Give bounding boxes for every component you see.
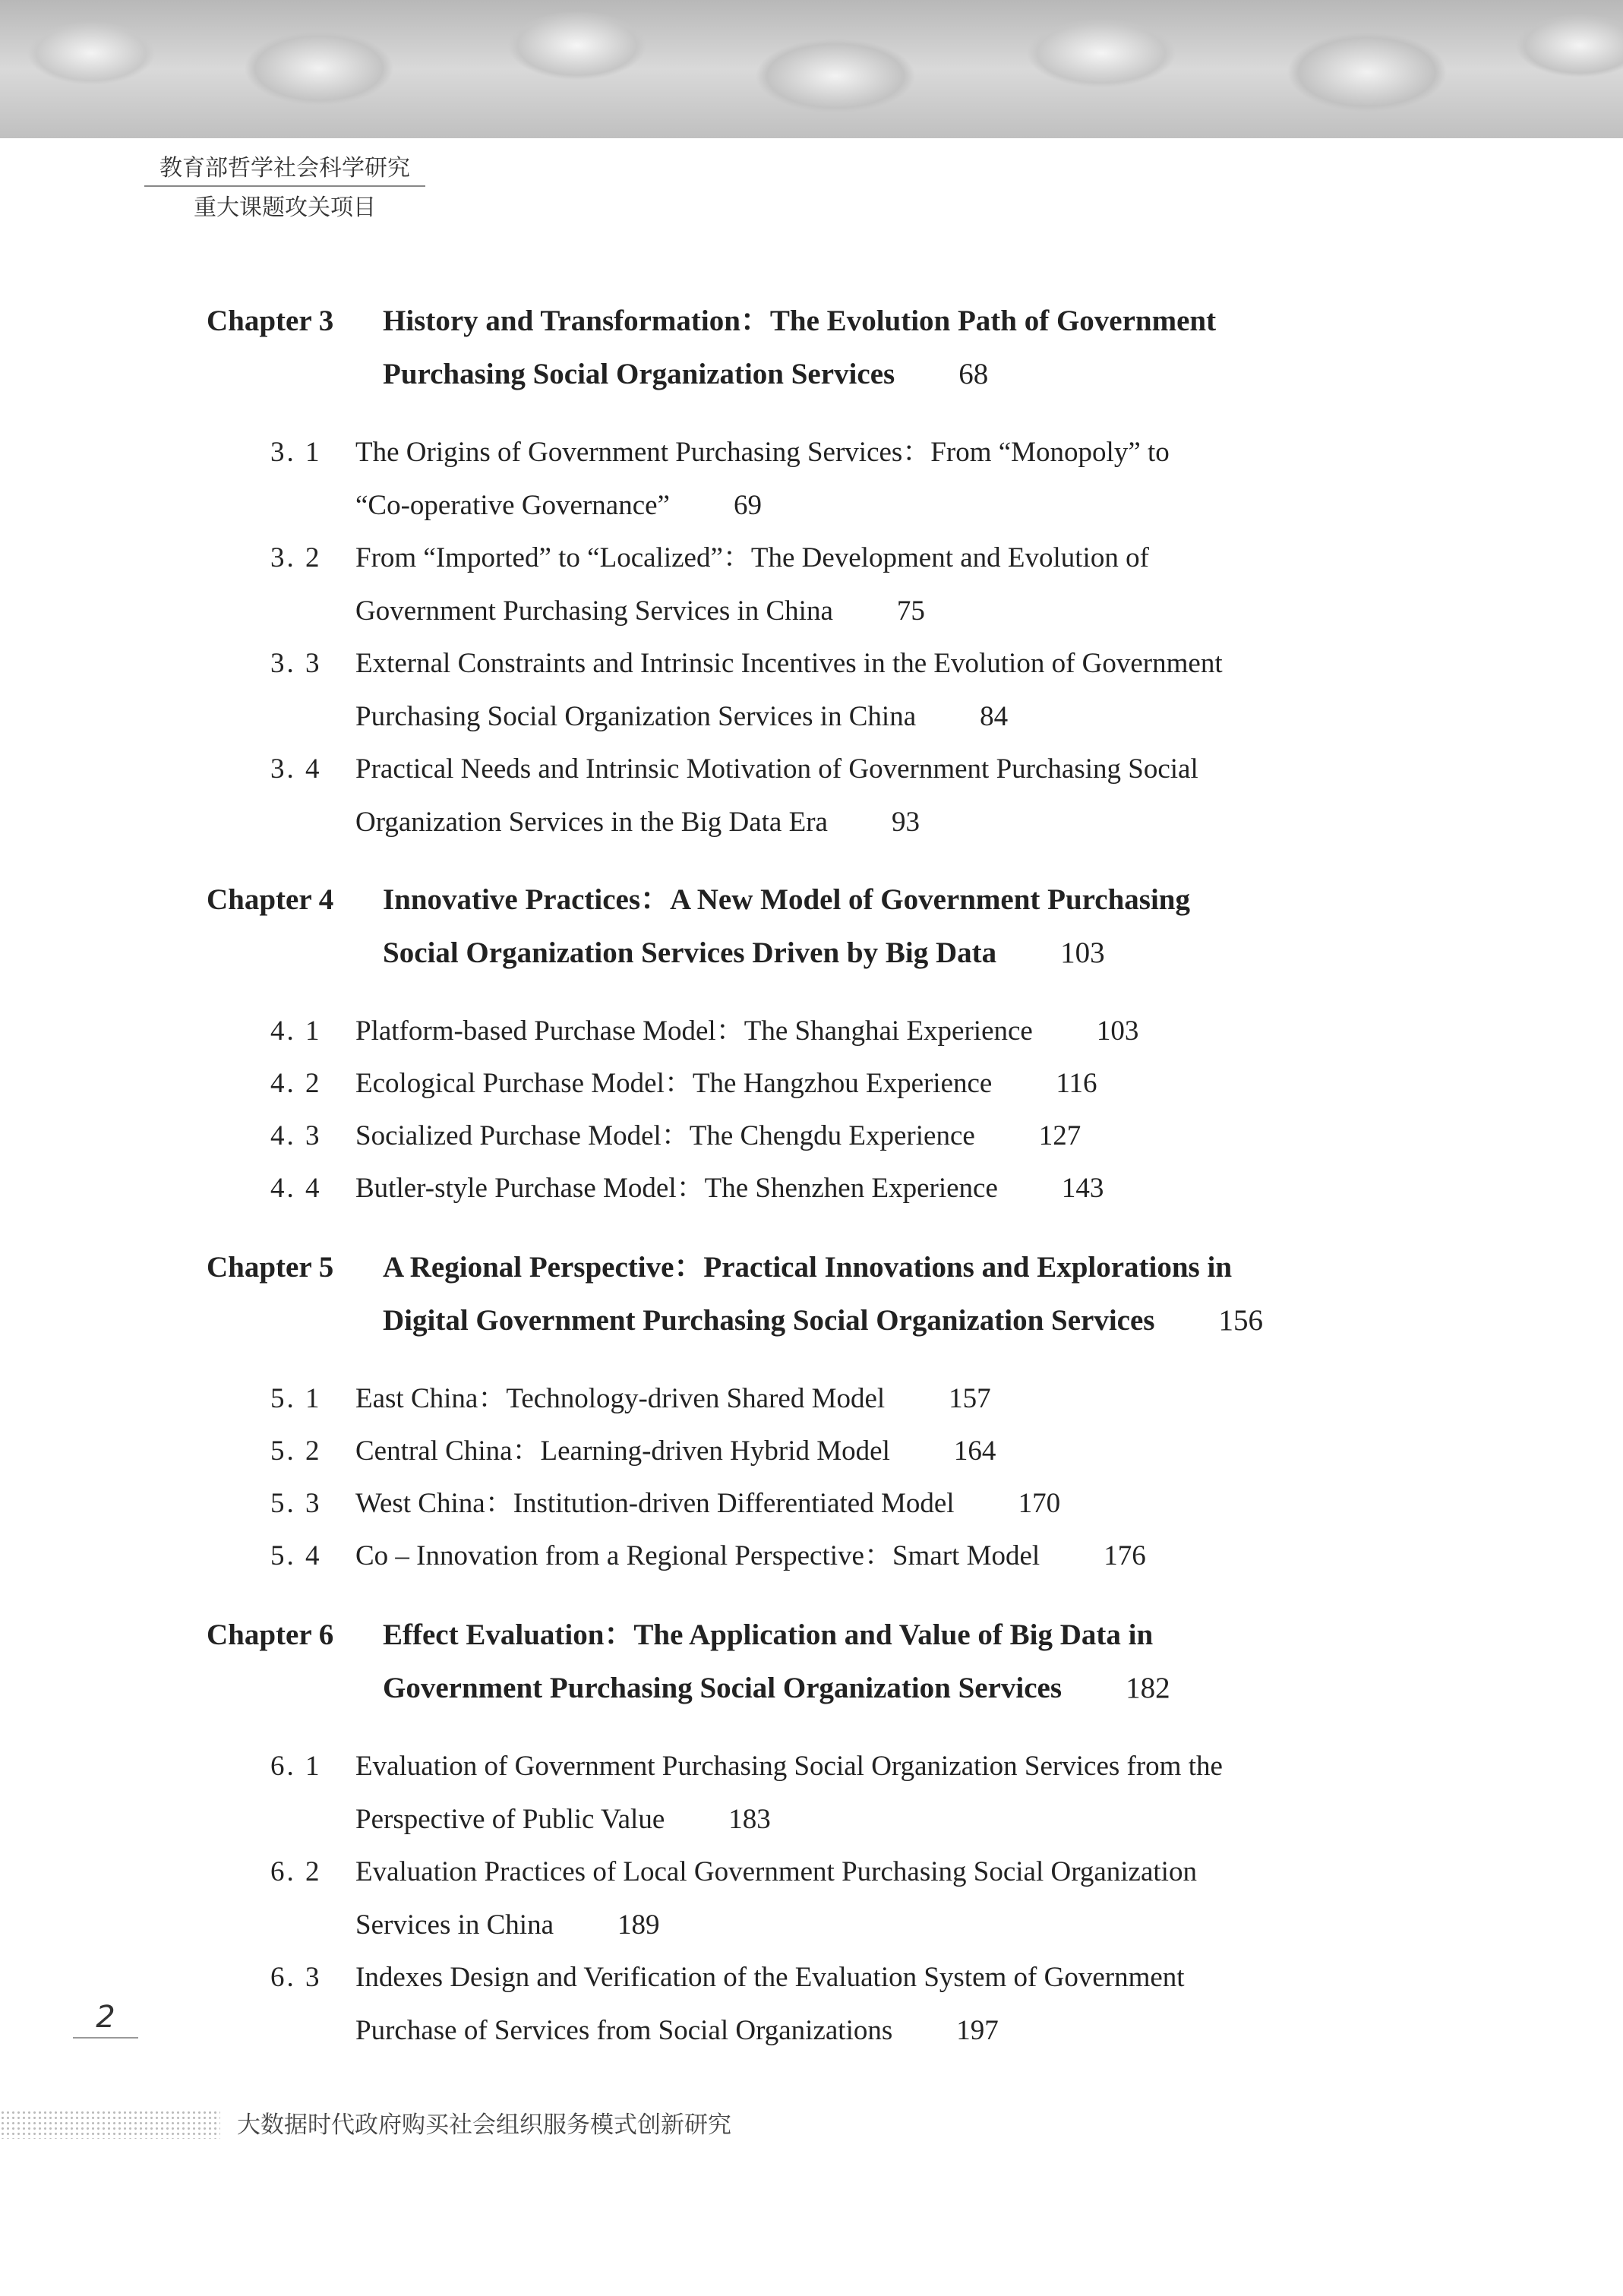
section-title-line-1: Ecological Purchase Model：The Hangzhou Experience	[355, 1068, 993, 1099]
section-title-line-2: “Co-operative Governance”	[355, 490, 670, 521]
section-title-line-1: Socialized Purchase Model：The Chengdu Experience	[355, 1120, 975, 1151]
chapter-title-line-1: History and Transformation：The Evolution Path of Government	[383, 305, 1217, 337]
section-title-line-1: Co – Innovation from a Regional Perspective：Smart Model	[355, 1540, 1040, 1571]
section-title-line-1: Central China：Learning-driven Hybrid Model	[355, 1435, 890, 1467]
section-number: 6. 2	[270, 1856, 322, 1887]
section-number: 4. 4	[270, 1173, 322, 1204]
section-title-line-1: West China：Institution-driven Differentiated Model	[355, 1488, 955, 1519]
section-page: 69	[733, 490, 762, 521]
section-page: 170	[1018, 1488, 1061, 1519]
decorative-cloud-banner	[0, 0, 1623, 138]
section-title-line-2: Purchase of Services from Social Organizations	[355, 2015, 893, 2046]
section-page: 116	[1056, 1068, 1097, 1099]
chapter-page: 68	[958, 358, 989, 390]
section-number: 3. 3	[270, 648, 322, 679]
chapter-title	[383, 1241, 1408, 1347]
section-title-line-1: Butler-style Purchase Model：The Shenzhen Experience	[355, 1173, 998, 1204]
chapter-number: Chapter 5	[207, 1251, 334, 1284]
section-page: 189	[617, 1909, 660, 1941]
chapter-title-line-1: A Regional Perspective：Practical Innovations and Explorations in	[383, 1251, 1233, 1284]
chapter-title	[383, 295, 1408, 401]
section-title-line-1: From “Imported” to “Localized”：The Development and Evolution of	[355, 542, 1149, 573]
section-title-line-2: Government Purchasing Services in China	[355, 595, 833, 627]
footer-dot-pattern	[0, 2110, 220, 2139]
chapter-title-line-2: Digital Government Purchasing Social Organization Services	[383, 1304, 1155, 1337]
chapter-title-line-1: Effect Evaluation：The Application and Value of Big Data in	[383, 1619, 1154, 1651]
section-title-line-2: Purchasing Social Organization Services in China	[355, 701, 917, 732]
section-title-line-1: Platform-based Purchase Model：The Shanghai Experience	[355, 1015, 1033, 1047]
section-title	[355, 1530, 1404, 1583]
page-number: 2	[73, 1998, 138, 2039]
chapter-title-line-2: Purchasing Social Organization Services	[383, 358, 895, 390]
section-title	[355, 1951, 1404, 2058]
chapter-number: Chapter 4	[207, 883, 334, 916]
section-page: 164	[953, 1435, 996, 1467]
chapter-title-line-2: Social Organization Services Driven by Big Data	[383, 936, 997, 969]
series-line-2: 重大课题攻关项目	[194, 194, 376, 221]
section-number: 5. 3	[270, 1488, 322, 1519]
section-title-line-1: Evaluation Practices of Local Government Purchasing Social Organization	[355, 1856, 1197, 1887]
section-page: 143	[1061, 1173, 1104, 1204]
section-page: 127	[1038, 1120, 1081, 1151]
section-number: 5. 1	[270, 1383, 322, 1414]
chapter-page: 103	[1060, 936, 1105, 969]
section-title	[355, 426, 1404, 532]
chapter-title	[383, 873, 1408, 980]
chapter-title	[383, 1609, 1408, 1715]
section-title	[355, 1477, 1404, 1530]
chapter-page: 182	[1126, 1672, 1170, 1704]
section-title	[355, 1740, 1404, 1846]
section-title	[355, 532, 1404, 638]
section-title-line-2: Organization Services in the Big Data Era	[355, 807, 828, 838]
section-page: 103	[1096, 1015, 1139, 1047]
footer-book-title: 大数据时代政府购买社会组织服务模式创新研究	[237, 2111, 731, 2139]
section-number: 6. 1	[270, 1751, 322, 1782]
section-page: 84	[980, 701, 1009, 732]
section-title-line-1: The Origins of Government Purchasing Services：From “Monopoly” to	[355, 437, 1170, 468]
section-number: 3. 2	[270, 542, 322, 573]
section-number: 5. 4	[270, 1540, 322, 1571]
section-page: 75	[896, 595, 925, 627]
section-title-line-1: Evaluation of Government Purchasing Social Organization Services from the	[355, 1751, 1223, 1782]
chapter-number: Chapter 3	[207, 305, 334, 337]
section-title	[355, 1110, 1404, 1163]
chapter-number: Chapter 6	[207, 1619, 334, 1651]
section-page: 176	[1104, 1540, 1146, 1571]
section-number: 3. 4	[270, 753, 322, 785]
section-title-line-1: East China：Technology-driven Shared Model	[355, 1383, 886, 1414]
series-label	[144, 149, 425, 222]
section-title	[355, 1057, 1404, 1110]
section-page: 197	[956, 2015, 999, 2046]
section-title-line-1: Practical Needs and Intrinsic Motivation of Government Purchasing Social	[355, 753, 1198, 785]
section-page: 183	[728, 1804, 771, 1835]
section-number: 4. 3	[270, 1120, 322, 1151]
section-number: 4. 1	[270, 1015, 322, 1047]
section-title-line-1: Indexes Design and Verification of the Evaluation System of Government	[355, 1962, 1185, 1993]
section-title-line-2: Services in China	[355, 1909, 554, 1941]
chapter-title-line-2: Government Purchasing Social Organization Services	[383, 1672, 1063, 1704]
section-title	[355, 1372, 1404, 1426]
section-number: 3. 1	[270, 437, 322, 468]
series-line-1: 教育部哲学社会科学研究	[144, 149, 425, 187]
section-title	[355, 743, 1404, 849]
chapter-page: 156	[1218, 1304, 1263, 1337]
section-title-line-2: Perspective of Public Value	[355, 1804, 665, 1835]
section-title	[355, 1425, 1404, 1478]
section-title	[355, 1162, 1404, 1215]
section-page: 93	[891, 807, 920, 838]
section-number: 4. 2	[270, 1068, 322, 1099]
section-title	[355, 1005, 1404, 1058]
section-number: 6. 3	[270, 1962, 322, 1993]
chapter-title-line-1: Innovative Practices：A New Model of Government Purchasing	[383, 883, 1190, 916]
section-title	[355, 1846, 1404, 1952]
section-title	[355, 637, 1404, 744]
section-number: 5. 2	[270, 1435, 322, 1467]
section-page: 157	[949, 1383, 991, 1414]
section-title-line-1: External Constraints and Intrinsic Incentives in the Evolution of Government	[355, 648, 1223, 679]
